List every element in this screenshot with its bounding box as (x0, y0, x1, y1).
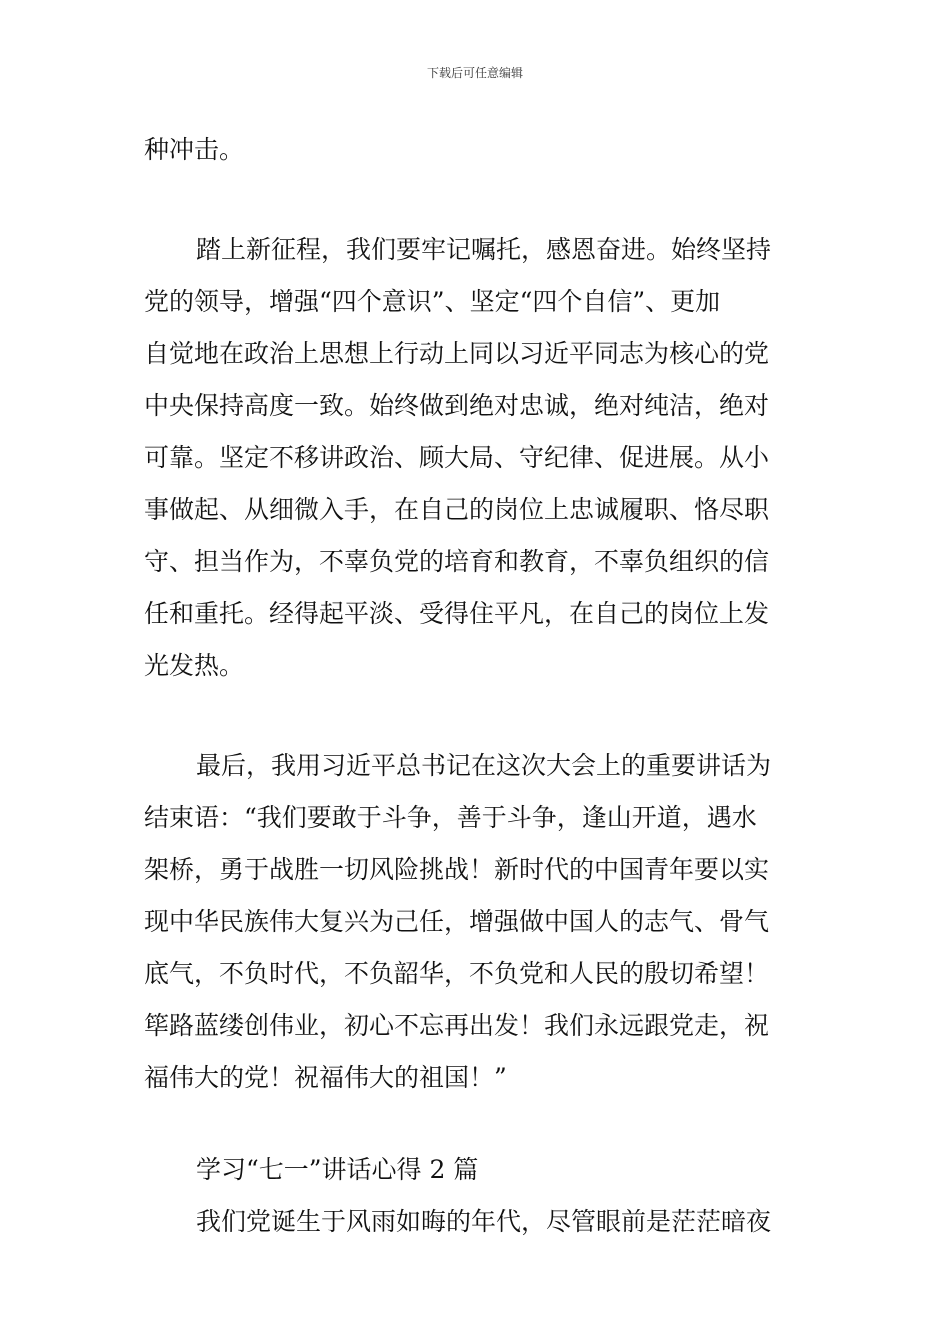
page-header: 下载后可任意编辑 (426, 66, 523, 80)
text-line: 党的领导，增强“四个意识”、坚定“四个自信”、更加 (144, 287, 721, 316)
text-line: 筚路蓝缕创伟业，初心不忘再出发！我们永远跟党走，祝 (144, 1011, 770, 1040)
text-line: 底气，不负时代，不负韶华，不负党和人民的殷切希望！ (144, 959, 770, 988)
text-line: 福伟大的党！祝福伟大的祖国！” (144, 1063, 507, 1092)
text-line: 任和重托。经得起平淡、受得住平凡，在自己的岗位上发 (144, 599, 770, 628)
text-line: 架桥，勇于战胜一切风险挑战！新时代的中国青年要以实 (144, 855, 770, 884)
text-line: 守、担当作为，不辜负党的培育和教育，不辜负组织的信 (144, 547, 770, 576)
text-line: 中央保持高度一致。始终做到绝对忠诚，绝对纯洁，绝对 (144, 391, 770, 420)
text-line: 自觉地在政治上思想上行动上同以习近平同志为核心的党 (144, 339, 770, 368)
text-line: 光发热。 (144, 651, 245, 680)
text-line: 事做起、从细微入手，在自己的岗位上忠诚履职、恪尽职 (144, 495, 770, 524)
paragraph-first-line: 最后，我用习近平总书记在这次大会上的重要讲话为 (196, 751, 772, 780)
section-heading: 学习“七一”讲话心得 2 篇 (196, 1155, 479, 1184)
paragraph-first-line: 踏上新征程，我们要牢记嘱托，感恩奋进。始终坚持 (196, 235, 772, 264)
text-line: 现中华民族伟大复兴为己任，增强做中国人的志气、骨气 (144, 907, 770, 936)
text-line: 种冲击。 (144, 135, 245, 164)
paragraph-first-line: 我们党诞生于风雨如晦的年代，尽管眼前是茫茫暗夜 (196, 1207, 772, 1236)
text-line: 结束语：“我们要敢于斗争，善于斗争，逢山开道，遇水 (144, 803, 757, 832)
text-line: 可靠。坚定不移讲政治、顾大局、守纪律、促进展。从小 (144, 443, 770, 472)
